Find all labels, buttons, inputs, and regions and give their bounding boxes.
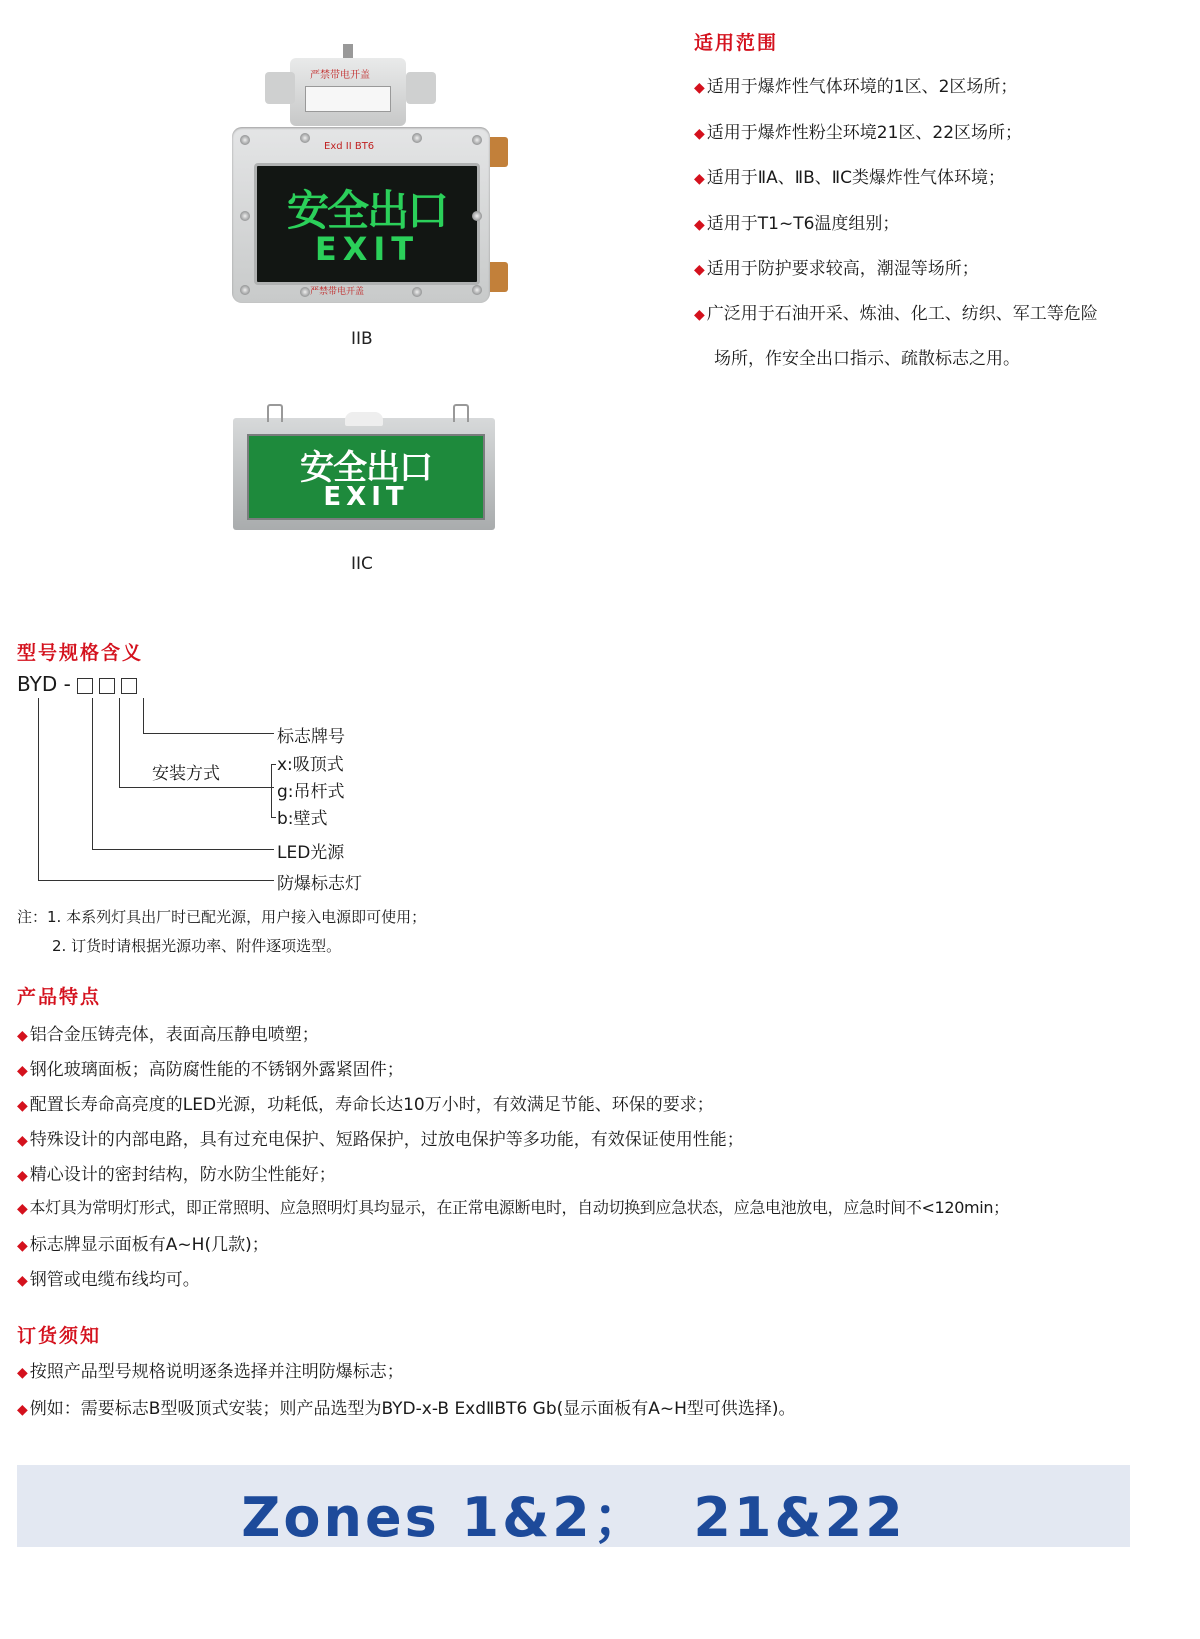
- warning-label: 严禁带电开盖: [310, 287, 365, 297]
- model-code: [17, 672, 137, 696]
- scope-item: ◆ 适用于爆炸性粉尘环境21区、22区场所；: [694, 123, 1023, 143]
- diamond-icon: ◆: [694, 126, 705, 142]
- diamond-icon: ◆: [17, 1273, 28, 1289]
- exit-sign-iic: [233, 418, 495, 530]
- features-section: [17, 982, 1177, 1292]
- bolt: [472, 135, 482, 145]
- diamond-icon: ◆: [17, 1168, 28, 1184]
- diamond-icon: ◆: [17, 1238, 28, 1254]
- feature-item: ◆ 标志牌显示面板有A~H(几款)；: [17, 1235, 269, 1255]
- sign-panel: [247, 434, 485, 520]
- diamond-icon: ◆: [17, 1365, 28, 1381]
- label-lamp: 防爆标志灯: [277, 874, 362, 894]
- bolt: [412, 133, 422, 143]
- order-title: 订货须知: [17, 1325, 102, 1347]
- cable-hub-right: [406, 72, 436, 104]
- diamond-icon: ◆: [694, 262, 705, 278]
- sign-text-cn: 安全出口: [286, 186, 447, 235]
- brace-line: [271, 764, 272, 818]
- cable-hub-left: [265, 72, 295, 104]
- feature-item: ◆ 特殊设计的内部电路，具有过充电保护、短路保护，过放电保护等多功能，有效保证使用性能；: [17, 1130, 744, 1150]
- feature-item: ◆ 钢化玻璃面板；高防腐性能的不锈钢外露紧固件；: [17, 1060, 404, 1080]
- zones-banner-text: Zones 1&2； 21&22: [241, 1486, 906, 1549]
- diamond-icon: ◆: [694, 171, 705, 187]
- diamond-icon: ◆: [17, 1133, 28, 1149]
- order-section: [17, 1321, 1017, 1421]
- line: [119, 698, 120, 788]
- label-mount-g: g:吊杆式: [277, 782, 345, 802]
- junction-box-label: 严禁带电开盖: [310, 70, 370, 81]
- diamond-icon: ◆: [17, 1402, 28, 1418]
- diamond-icon: ◆: [17, 1063, 28, 1079]
- scope-item: ◆ 适用于防护要求较高，潮湿等场所；: [694, 259, 979, 279]
- scope-item-continuation: 场所，作安全出口指示、疏散标志之用。: [714, 349, 1020, 369]
- bolt: [240, 135, 250, 145]
- bolt: [472, 211, 482, 221]
- scope-item: ◆ 适用于爆炸性气体环境的1区、2区场所；: [694, 77, 1018, 97]
- note-line: 2. 订货时请根据光源功率、附件逐项选型。: [52, 937, 342, 955]
- line: [92, 849, 274, 850]
- sign-text-en: EXIT: [314, 230, 420, 268]
- sign-text-en: EXIT: [323, 482, 409, 512]
- model-code-text: BYD -: [17, 672, 71, 696]
- placeholder-box: [77, 678, 93, 694]
- scope-item: ◆ 适用于T1~T6温度组别；: [694, 214, 900, 234]
- junction-box: [290, 58, 406, 126]
- line: [143, 733, 274, 734]
- hanging-ear-left: [267, 404, 283, 422]
- feature-item: ◆ 钢管或电缆布线均可。: [17, 1270, 200, 1290]
- scope-title: 适用范围: [694, 32, 779, 54]
- note-line: 注：1. 本系列灯具出厂时已配光源，用户接入电源即可使用；: [17, 908, 427, 926]
- bolt: [240, 211, 250, 221]
- zones-banner: [17, 1465, 1130, 1547]
- diamond-icon: ◆: [694, 217, 705, 233]
- feature-item: ◆ 本灯具为常明灯形式，即正常照明、应急照明灯具均显示，在正常电源断电时，自动切换到应急状态，应急电池放电，应急时间不<120min；: [17, 1198, 1009, 1217]
- feature-item: ◆ 精心设计的密封结构，防水防尘性能好；: [17, 1165, 336, 1185]
- placeholder-box: [121, 678, 137, 694]
- diamond-icon: ◆: [17, 1201, 28, 1217]
- scope-item: ◆ 适用于ⅡA、ⅡB、ⅡC类爆炸性气体环境；: [694, 168, 1006, 188]
- diamond-icon: ◆: [694, 307, 705, 323]
- diamond-icon: ◆: [17, 1028, 28, 1044]
- scope-item: ◆ 广泛用于石油开采、炼油、化工、纺织、军工等危险: [694, 304, 1098, 324]
- label-mount-b: b:壁式: [277, 809, 328, 829]
- brace-line: [271, 817, 276, 818]
- line: [92, 698, 93, 850]
- diamond-icon: ◆: [694, 80, 705, 96]
- sign-panel: [254, 163, 480, 285]
- placeholder-box: [99, 678, 115, 694]
- line: [143, 698, 144, 734]
- caption-iic: IIC: [351, 554, 373, 574]
- label-sign-no: 标志牌号: [277, 727, 345, 747]
- order-item: ◆ 按照产品型号规格说明逐条选择并注明防爆标志；: [17, 1362, 404, 1382]
- brace-line: [271, 764, 276, 765]
- exit-sign-iib: [232, 127, 490, 303]
- top-cap: [345, 412, 383, 426]
- bolt: [472, 285, 482, 295]
- bolt: [240, 285, 250, 295]
- order-item: ◆ 例如：需要标志B型吸顶式安装；则产品选型为BYD-x-B ExdⅡBT6 Gb(显示面板有A~H型可供选择)。: [17, 1399, 796, 1419]
- bolt: [300, 287, 310, 297]
- line: [38, 698, 39, 881]
- sign-text-cn: 安全出口: [300, 448, 432, 488]
- caption-iib: IIB: [351, 329, 373, 349]
- scope-section: [694, 28, 1164, 378]
- feature-item: ◆ 铝合金压铸壳体，表面高压静电喷塑；: [17, 1025, 319, 1045]
- label-mount-x: x:吸顶式: [277, 755, 344, 775]
- label-led: LED光源: [277, 843, 345, 863]
- model-title: 型号规格含义: [17, 642, 144, 664]
- line: [119, 787, 274, 788]
- label-mount-method: 安装方式: [152, 764, 220, 784]
- nameplate: [305, 86, 391, 112]
- features-title: 产品特点: [17, 986, 102, 1008]
- hanging-ear-right: [453, 404, 469, 422]
- ex-marking: Exd II BT6: [324, 141, 375, 152]
- bolt: [412, 287, 422, 297]
- diamond-icon: ◆: [17, 1098, 28, 1114]
- bolt: [300, 133, 310, 143]
- feature-item: ◆ 配置长寿命高亮度的LED光源，功耗低，寿命长达10万小时，有效满足节能、环保的要求；: [17, 1095, 714, 1115]
- line: [38, 880, 274, 881]
